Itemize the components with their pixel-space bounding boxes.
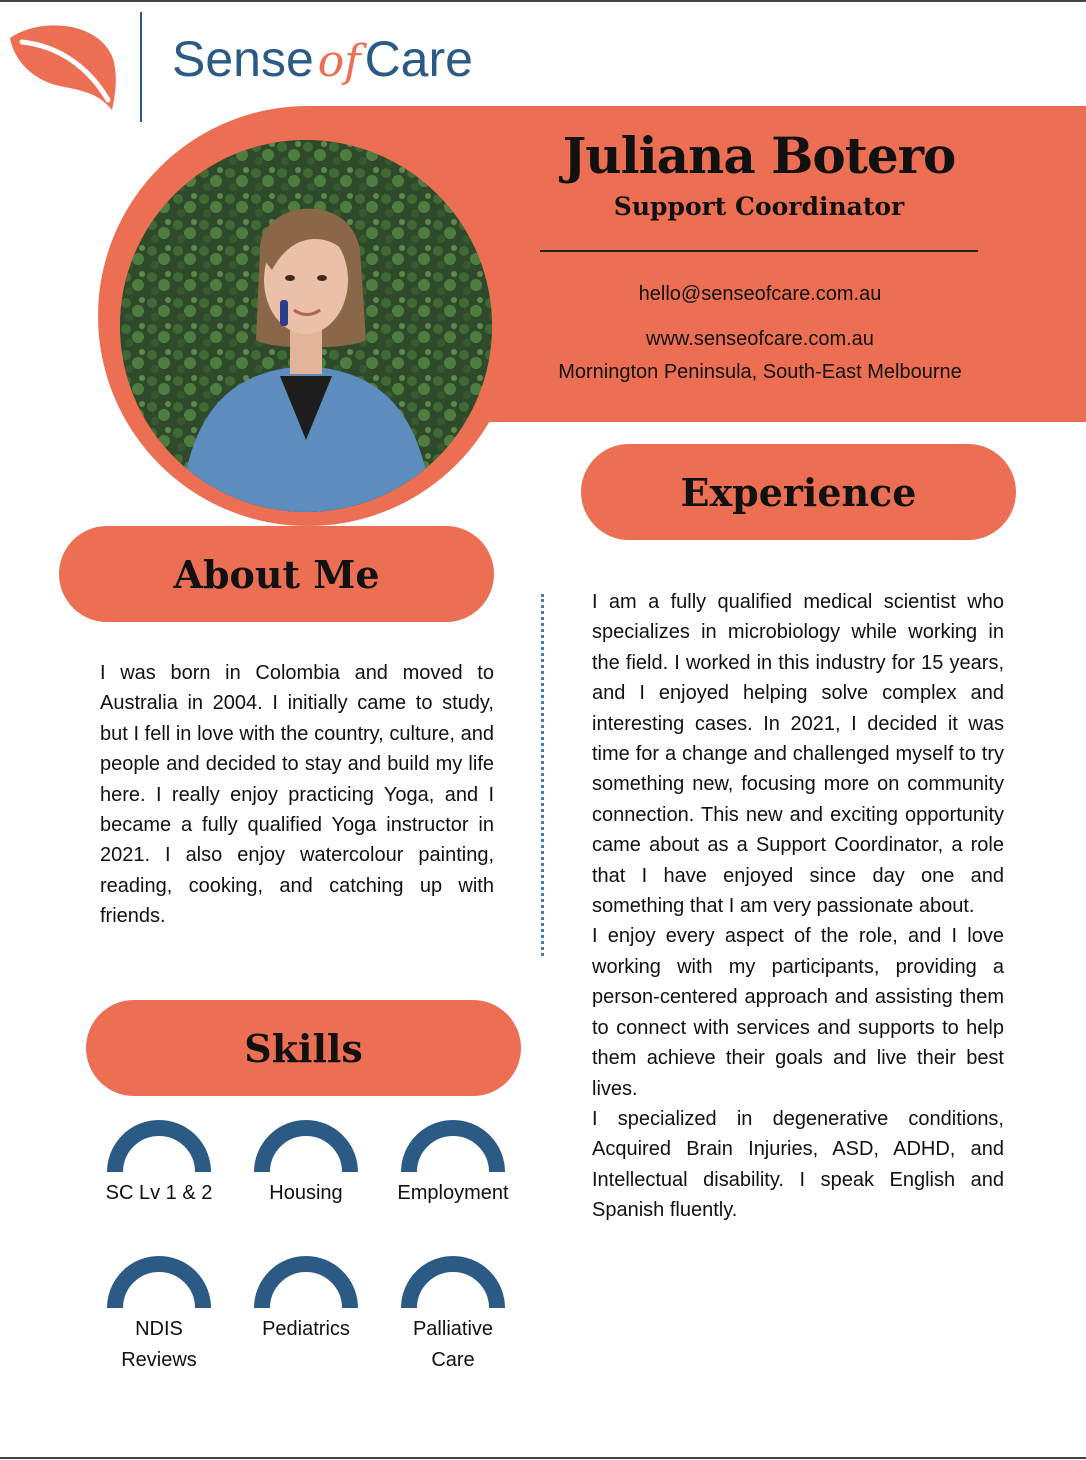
experience-paragraph-3: I specialized in degenerative conditions, Acquired Brain Injuries, ASD, ADHD, and Intellectual disability. I speak English and Spanish fluently. xyxy=(592,1107,1004,1222)
arc-icon xyxy=(401,1256,505,1308)
about-heading xyxy=(59,526,494,622)
portrait-illustration xyxy=(120,140,492,512)
brand-logo-text xyxy=(172,30,473,88)
arc-icon xyxy=(107,1256,211,1308)
leaf-logo-icon xyxy=(8,20,118,112)
experience-paragraphs xyxy=(592,587,1004,1226)
email-link[interactable]: hello@senseofcare.com.au xyxy=(638,283,882,305)
bottom-border xyxy=(0,1457,1086,1459)
skill-label: NDIS Reviews xyxy=(121,1318,197,1371)
person-role: Support Coordinator xyxy=(613,192,905,221)
arc-icon xyxy=(107,1120,211,1172)
skill-item xyxy=(378,1256,528,1376)
arc-icon xyxy=(254,1256,358,1308)
skill-label: SC Lv 1 & 2 xyxy=(105,1182,213,1204)
skill-item xyxy=(378,1120,528,1209)
experience-heading xyxy=(581,444,1016,540)
skill-label: Housing xyxy=(269,1182,343,1204)
top-border xyxy=(0,0,1086,2)
brand-name-part1: Sense xyxy=(172,31,314,87)
person-name: Juliana Botero xyxy=(562,126,956,185)
skill-item xyxy=(84,1256,234,1376)
skill-item xyxy=(231,1120,381,1209)
skill-label: Palliative Care xyxy=(412,1318,494,1371)
skill-item xyxy=(231,1256,381,1345)
arc-icon xyxy=(254,1120,358,1172)
skill-item xyxy=(84,1120,234,1209)
brand-name-part2: of xyxy=(317,36,361,87)
about-paragraph xyxy=(100,658,494,932)
skill-label: Pediatrics xyxy=(262,1318,350,1340)
experience-paragraph-2: I enjoy every aspect of the role, and I love working with my participants, providing a person-centered approach and assisting them to connect with services and supports to help them achieve their goals and live their best lives. xyxy=(592,925,1004,1100)
about-title: About Me xyxy=(173,551,380,597)
header-rule xyxy=(540,250,978,252)
arc-icon xyxy=(401,1120,505,1172)
skill-label: Employment xyxy=(397,1182,509,1204)
column-divider xyxy=(541,594,544,956)
skills-heading xyxy=(86,1000,521,1096)
brand-name-part3: Care xyxy=(364,31,473,87)
location-text: Mornington Peninsula, South-East Melbourne xyxy=(558,361,962,383)
website-link[interactable]: www.senseofcare.com.au xyxy=(646,328,874,350)
experience-paragraph-1: I am a fully qualified medical scientist who specializes in microbiology while working in the field. I worked in this industry for 15 years, and I enjoyed helping solve complex and interesting cases. In 2021, I decided it was time for a change and challenged myself to try something new, focusing more on community connection. This new and exciting opportunity came about as a Support Coordinator, a role that I have enjoyed since day one and something that I am very passionate about. xyxy=(592,591,1004,918)
skills-title: Skills xyxy=(244,1025,363,1071)
profile-photo xyxy=(120,140,492,512)
experience-title: Experience xyxy=(680,469,917,515)
logo-divider xyxy=(140,12,142,122)
about-text: I was born in Colombia and moved to Australia in 2004. I initially came to study, but I fell in love with the country, culture, and people and decided to stay and build my life here. I really enjoy practicing Yoga, and I became a fully qualified Yoga instructor in 2021. I also enjoy watercolour painting, reading, cooking, and catching up with friends. xyxy=(100,662,494,928)
